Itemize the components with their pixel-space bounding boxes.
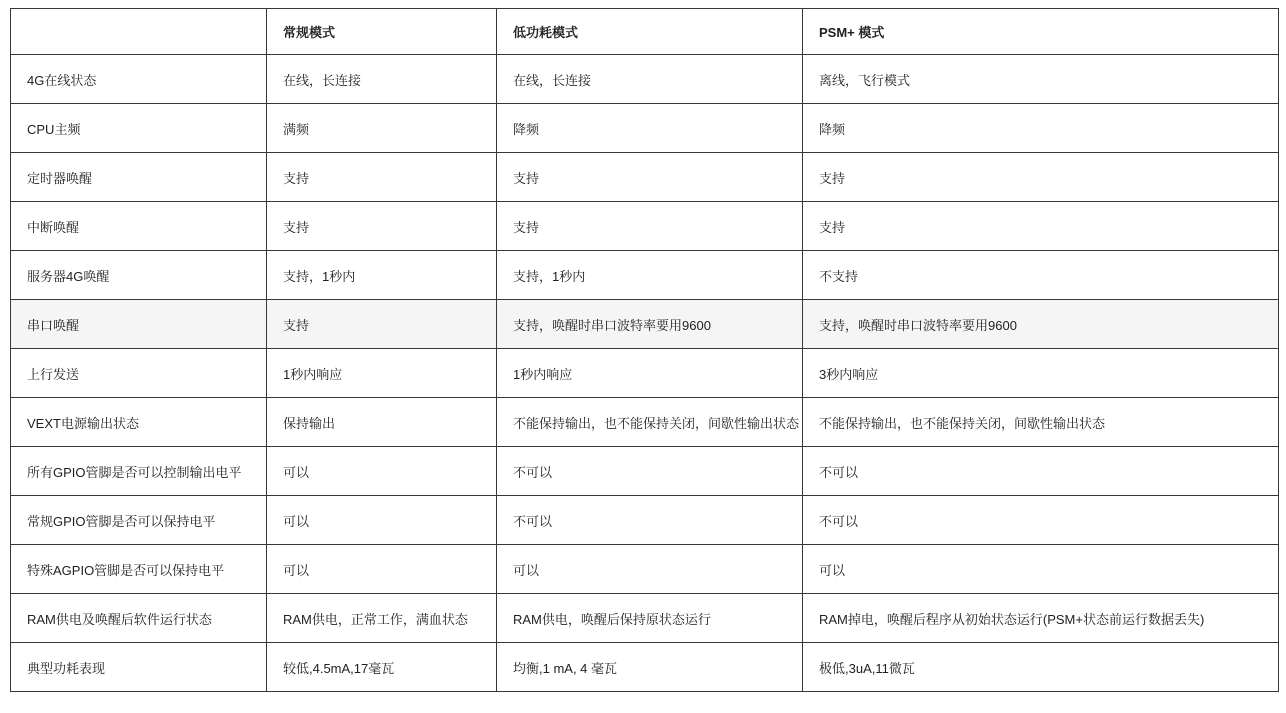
cell: 可以 (267, 545, 497, 594)
cell: 支持，唤醒时串口波特率要用9600 (497, 300, 803, 349)
header-cell-empty (11, 9, 267, 55)
table-row (11, 594, 1279, 643)
row-label: 上行发送 (11, 349, 267, 398)
row-label: 所有GPIO管脚是否可以控制输出电平 (11, 447, 267, 496)
cell: 可以 (803, 545, 1279, 594)
cell: 较低,4.5mA,17毫瓦 (267, 643, 497, 692)
table-row (11, 545, 1279, 594)
cell: 不能保持输出，也不能保持关闭，间歇性输出状态 (803, 398, 1279, 447)
cell: 在线，长连接 (497, 55, 803, 104)
table-row (11, 643, 1279, 692)
table-row (11, 251, 1279, 300)
table-header-row (11, 9, 1279, 55)
cell: 可以 (497, 545, 803, 594)
cell: 不可以 (803, 496, 1279, 545)
cell: 支持，唤醒时串口波特率要用9600 (803, 300, 1279, 349)
cell: 保持输出 (267, 398, 497, 447)
table-row (11, 349, 1279, 398)
header-cell-psm-plus-mode: PSM+ 模式 (803, 9, 1279, 55)
cell: 支持，1秒内 (267, 251, 497, 300)
cell: 3秒内响应 (803, 349, 1279, 398)
cell: 1秒内响应 (497, 349, 803, 398)
cell: 支持 (497, 202, 803, 251)
cell: 降频 (803, 104, 1279, 153)
cell: 支持 (267, 153, 497, 202)
cell: 支持 (803, 202, 1279, 251)
cell: 支持 (267, 202, 497, 251)
table-row (11, 55, 1279, 104)
cell: 支持 (497, 153, 803, 202)
row-label: 典型功耗表现 (11, 643, 267, 692)
row-label: 中断唤醒 (11, 202, 267, 251)
cell: 满频 (267, 104, 497, 153)
cell: 均衡,1 mA, 4 毫瓦 (497, 643, 803, 692)
row-label: RAM供电及唤醒后软件运行状态 (11, 594, 267, 643)
cell: 1秒内响应 (267, 349, 497, 398)
cell: RAM供电，唤醒后保持原状态运行 (497, 594, 803, 643)
cell: 在线，长连接 (267, 55, 497, 104)
row-label: 4G在线状态 (11, 55, 267, 104)
power-mode-comparison-table (10, 8, 1279, 692)
cell: 支持 (803, 153, 1279, 202)
cell: RAM掉电，唤醒后程序从初始状态运行(PSM+状态前运行数据丢失) (803, 594, 1279, 643)
cell: 支持，1秒内 (497, 251, 803, 300)
table-row (11, 496, 1279, 545)
cell: 可以 (267, 447, 497, 496)
table-row (11, 104, 1279, 153)
row-label: VEXT电源输出状态 (11, 398, 267, 447)
cell: RAM供电，正常工作，满血状态 (267, 594, 497, 643)
cell: 不支持 (803, 251, 1279, 300)
header-cell-low-power-mode: 低功耗模式 (497, 9, 803, 55)
table-row (11, 447, 1279, 496)
cell: 不能保持输出，也不能保持关闭，间歇性输出状态 (497, 398, 803, 447)
header-cell-normal-mode: 常规模式 (267, 9, 497, 55)
row-label: 串口唤醒 (11, 300, 267, 349)
cell: 不可以 (497, 496, 803, 545)
row-label: 常规GPIO管脚是否可以保持电平 (11, 496, 267, 545)
cell: 降频 (497, 104, 803, 153)
table-row (11, 153, 1279, 202)
cell: 极低,3uA,11微瓦 (803, 643, 1279, 692)
cell: 可以 (267, 496, 497, 545)
cell: 不可以 (497, 447, 803, 496)
row-label: CPU主频 (11, 104, 267, 153)
row-label: 特殊AGPIO管脚是否可以保持电平 (11, 545, 267, 594)
cell: 支持 (267, 300, 497, 349)
table-row-highlighted (11, 300, 1279, 349)
cell: 不可以 (803, 447, 1279, 496)
table-row (11, 398, 1279, 447)
cell: 离线，飞行模式 (803, 55, 1279, 104)
table-row (11, 202, 1279, 251)
row-label: 定时器唤醒 (11, 153, 267, 202)
row-label: 服务器4G唤醒 (11, 251, 267, 300)
